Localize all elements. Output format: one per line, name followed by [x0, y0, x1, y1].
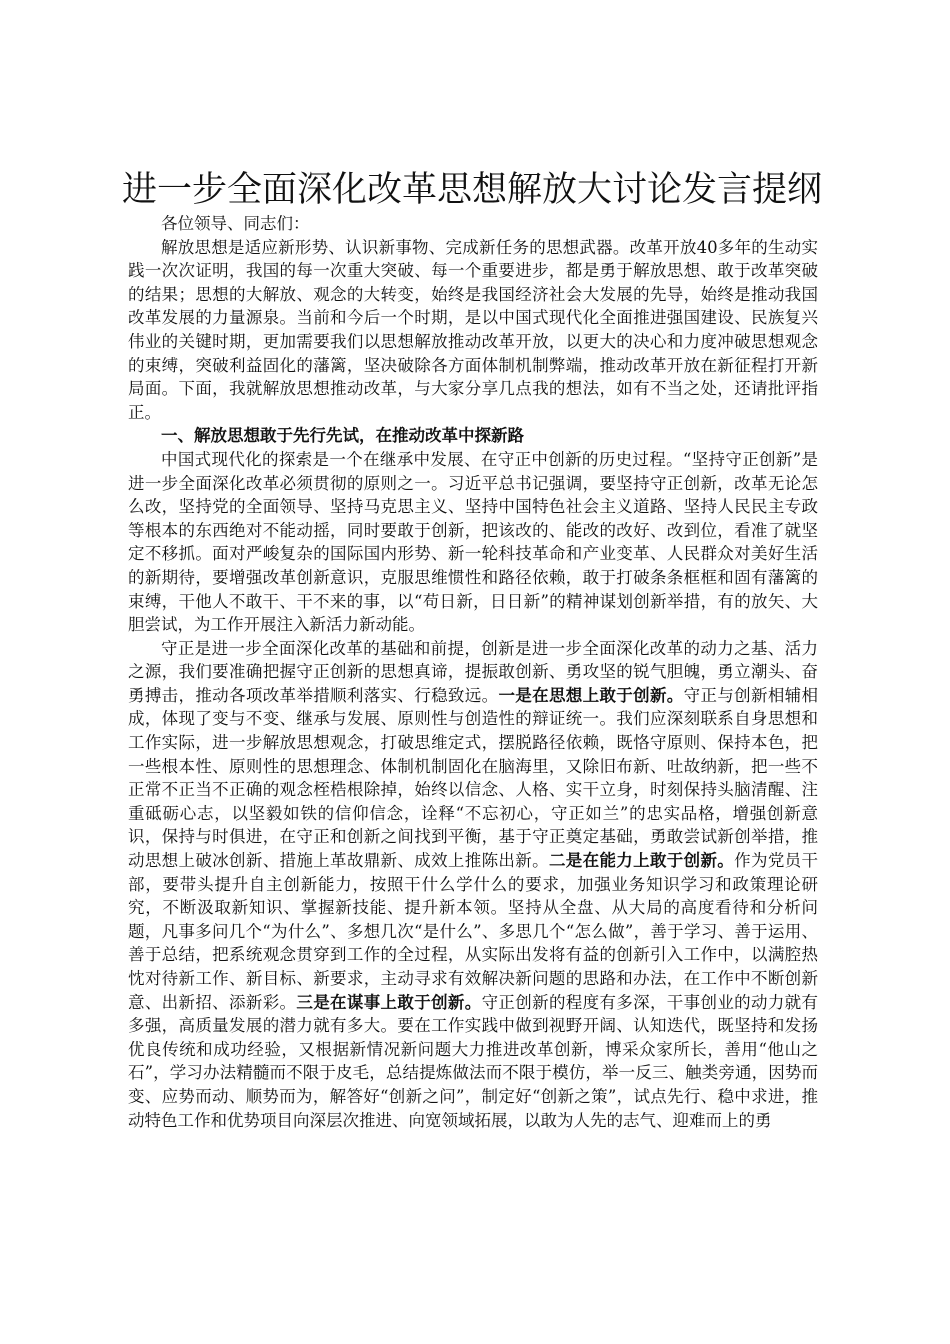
intro-paragraph: 解放思想是适应新形势、认识新事物、完成新任务的思想武器。改革开放40多年的生动实践一次次证明，我国的每一次重大突破、每一个重要进步，都是勇于解放思想、敢于改革突破的结果；思想的大解放、观念的大转变，始终是我国经济社会大发展的先导，始终是推动我国改革发展的力量源泉。当前和今后一个时期，是以中国式现代化全面推进强国建设、民族复兴伟业的关键时期，更加需要我们以思想解放推动改革开放，以更大的决心和力度冲破思想观念的束缚，突破利益固化的藩篱，坚决破除各方面体制机制弊端，推动改革开放在新征程打开新局面。下面，我就解放思想推动改革，与大家分享几点我的想法，如有不当之处，还请批评指正。 — [128, 237, 818, 422]
section-heading-1: 一、解放思想敢于先行先试，在推动改革中探新路 — [161, 426, 524, 446]
paragraph-text: 守正与创新相辅相成，体现了变与不变、继承与发展、原则性与创造性的辩证统一。我们应深刻联系自身思想和工作实际，进一步解放思想观念，打破思维定式，摆脱路径依赖，既恪守原则、保持本色，把一些根本性、原则性的思想理念、体制机制固化在脑海里，又除旧布新、吐故纳新，把一些不正常不正当不正确的观念桎梏根除掉，始终以信念、人格、实干立身，时刻保持头脑清醒、注重砥砺心志，以坚毅如铁的信仰信念，诠释“不忘初心，守正如兰”的忠实品格，增强创新意识，保持与时俱进，在守正和创新之间找到平衡，基于守正奠定基础，勇敢尝试新创举措，推动思想上破冰创新、措施上革故鼎新、成效上推陈出新。 — [128, 685, 819, 871]
document-page — [121, 168, 822, 1132]
bold-point-1: 一是在思想上敢于创新。 — [498, 685, 684, 705]
paragraph-text: 守正创新的程度有多深，干事创业的动力就有多强，高质量发展的潜力就有多大。要在工作实践中做到视野开阔、认知迭代，既坚持和发扬优良传统和成功经验，又根据新情况新问题大力推进改革创新，博采众家所长，善用“他山之石”，学习办法精髓而不限于皮毛，总结提炼做法而不限于模仿，举一反三、触类旁通，因势而变、应势而动、顺势而为，解答好“创新之问”，制定好“创新之策”，试点先行、稳中求进，推动特色工作和优势项目向深层次推进、向宽领域拓展，以敢为人先的志气、迎难而上的勇 — [128, 992, 819, 1130]
body-paragraph-2 — [128, 637, 818, 1132]
bold-point-3: 三是在谋事上敢于创新。 — [296, 992, 482, 1012]
document-title: 进一步全面深化改革思想解放大讨论发言提纲 — [121, 170, 822, 210]
greeting: 各位领导、同志们： — [161, 214, 310, 233]
bold-point-2: 二是在能力上敢于创新。 — [548, 851, 735, 871]
body-paragraph-1: 中国式现代化的探索是一个在继承中发展、在守正中创新的历史过程。“坚持守正创新”是进一步全面深化改革必须贯彻的原则之一。习近平总书记强调，要坚持守正创新，改革无论怎么改，坚持党的全面领导、坚持马克思主义、坚持中国特色社会主义道路、坚持人民民主专政等根本的东西绝对不能动摇，同时要敢于创新，把该改的、能改的改好、改到位，看准了就坚定不移抓。面对严峻复杂的国际国内形势、新一轮科技革命和产业变革、人民群众对美好生活的新期待，要增强改革创新意识，克服思维惯性和路径依赖，敢于打破条条框框和固有藩篱的束缚，干他人不敢干、干不来的事，以“苟日新，日日新”的精神谋划创新举措，有的放矢、大胆尝试，为工作开展注入新活力新动能。 — [128, 449, 818, 635]
paragraph-text: 守正是进一步全面深化改革的基础和前提，创新是进一步全面深化改革的动力之基、活力之源，我们要准确把握守正创新的思想真谛，提振敢创新、勇攻坚的锐气胆魄，勇立潮头、奋勇搏击，推动各项改革举措顺利落实、行稳致远。 — [128, 638, 818, 705]
paragraph-text: 作为党员干部，要带头提升自主创新能力，按照干什么学什么的要求，加强业务知识学习和政策理论研究，不断汲取新知识、掌握新技能、提升新本领。坚持从全盘、从大局的高度看待和分析问题，凡事多问几个“为什么”、多想几次“是什么”、多思几个“怎么做”，善于学习、善于运用、善于总结，把系统观念贯穿到工作的全过程，从实际出发将有益的创新引入工作中，以满腔热忱对待新工作、新目标、新要求，主动寻求有效解决新问题的思路和办法，在工作中不断创新意、出新招、添新彩。 — [128, 851, 819, 1012]
